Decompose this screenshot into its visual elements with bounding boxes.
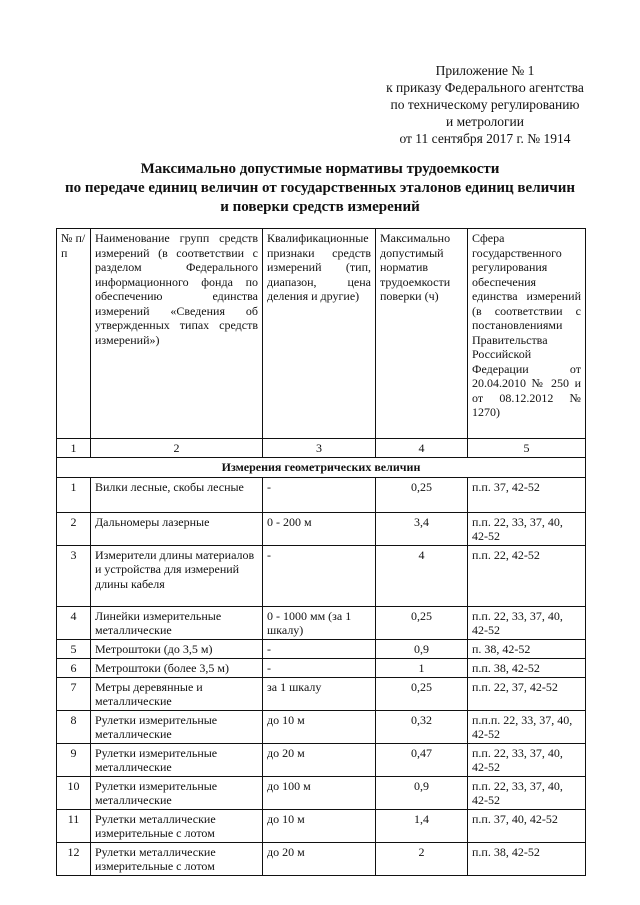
row-name: Рулетки металлические измерительные с лотом: [91, 809, 263, 842]
table-row: [57, 776, 586, 809]
row-norm: 2: [376, 842, 468, 875]
column-number: 2: [91, 439, 263, 458]
section-row: [57, 457, 586, 477]
row-norm: 3,4: [376, 512, 468, 545]
table-row: [57, 809, 586, 842]
row-attributes: -: [263, 545, 376, 606]
row-name: Метроштоки (до 3,5 м): [91, 639, 263, 658]
row-sphere: п.п.п. 22, 33, 37, 40, 42-52: [468, 710, 586, 743]
header-line: по техническому регулированию: [390, 97, 580, 112]
row-norm: 0,25: [376, 606, 468, 639]
row-name: Рулетки измерительные металлические: [91, 710, 263, 743]
row-attributes: -: [263, 658, 376, 677]
row-norm: 0,9: [376, 639, 468, 658]
row-number: 2: [57, 512, 91, 545]
document-title: [40, 160, 600, 217]
table-row: [57, 842, 586, 875]
header-line: и метрологии: [446, 114, 524, 129]
table-row: [57, 743, 586, 776]
table-row: [57, 545, 586, 606]
row-norm: 0,32: [376, 710, 468, 743]
row-sphere: п.п. 38, 42-52: [468, 842, 586, 875]
row-attributes: до 10 м: [263, 809, 376, 842]
row-number: 5: [57, 639, 91, 658]
row-sphere: п.п. 22, 33, 37, 40, 42-52: [468, 606, 586, 639]
row-attributes: до 100 м: [263, 776, 376, 809]
row-norm: 4: [376, 545, 468, 606]
table-row: [57, 512, 586, 545]
row-sphere: п.п. 22, 37, 42-52: [468, 677, 586, 710]
row-number: 12: [57, 842, 91, 875]
column-number: 1: [57, 439, 91, 458]
row-name: Линейки измерительные металлические: [91, 606, 263, 639]
row-name: Вилки лесные, скобы лесные: [91, 477, 263, 512]
column-number: 4: [376, 439, 468, 458]
row-attributes: 0 - 1000 мм (за 1 шкалу): [263, 606, 376, 639]
row-name: Рулетки металлические измерительные с лотом: [91, 842, 263, 875]
column-number: 5: [468, 439, 586, 458]
row-attributes: до 20 м: [263, 842, 376, 875]
header-line: к приказу Федерального агентства: [386, 80, 584, 95]
row-norm: 0,25: [376, 477, 468, 512]
row-number: 7: [57, 677, 91, 710]
row-norm: 0,9: [376, 776, 468, 809]
row-norm: 1,4: [376, 809, 468, 842]
row-sphere: п.п. 37, 42-52: [468, 477, 586, 512]
row-norm: 1: [376, 658, 468, 677]
row-name: Метроштоки (более 3,5 м): [91, 658, 263, 677]
row-sphere: п.п. 38, 42-52: [468, 658, 586, 677]
header-cell-name: Наименование групп средств измерений (в соответствии с разделом Федерального информационного фонда по обеспечению единства измерений «Сведения об утвержденных типах средств измерений»): [91, 229, 263, 439]
appendix-header: [360, 62, 610, 147]
table-row: [57, 477, 586, 512]
row-sphere: п. 38, 42-52: [468, 639, 586, 658]
header-cell-number: № п/п: [57, 229, 91, 439]
row-attributes: до 20 м: [263, 743, 376, 776]
row-number: 3: [57, 545, 91, 606]
row-attributes: -: [263, 477, 376, 512]
row-number: 11: [57, 809, 91, 842]
header-cell-norm: Максимально допустимый норматив трудоемкости поверки (ч): [376, 229, 468, 439]
table-row: [57, 710, 586, 743]
table-row: [57, 606, 586, 639]
row-number: 9: [57, 743, 91, 776]
row-sphere: п.п. 22, 33, 37, 40, 42-52: [468, 512, 586, 545]
row-sphere: п.п. 37, 40, 42-52: [468, 809, 586, 842]
table-row: [57, 639, 586, 658]
header-cell-attributes: Квалификационные признаки средств измерений (тип, диапазон, цена деления и другие): [263, 229, 376, 439]
section-title: Измерения геометрических величин: [57, 457, 586, 477]
column-number: 3: [263, 439, 376, 458]
row-name: Измерители длины материалов и устройства для измерений длины кабеля: [91, 545, 263, 606]
header-line: Приложение № 1: [435, 63, 535, 78]
norms-table: [56, 228, 586, 876]
row-number: 1: [57, 477, 91, 512]
row-attributes: за 1 шкалу: [263, 677, 376, 710]
row-norm: 0,25: [376, 677, 468, 710]
row-number: 10: [57, 776, 91, 809]
row-name: Рулетки измерительные металлические: [91, 776, 263, 809]
row-norm: 0,47: [376, 743, 468, 776]
row-attributes: -: [263, 639, 376, 658]
row-sphere: п.п. 22, 42-52: [468, 545, 586, 606]
header-line: от 11 сентября 2017 г. № 1914: [399, 131, 571, 146]
title-line: Максимально допустимые нормативы трудоемкости: [140, 161, 500, 177]
row-name: Дальномеры лазерные: [91, 512, 263, 545]
row-sphere: п.п. 22, 33, 37, 40, 42-52: [468, 776, 586, 809]
row-number: 4: [57, 606, 91, 639]
row-attributes: 0 - 200 м: [263, 512, 376, 545]
row-name: Рулетки измерительные металлические: [91, 743, 263, 776]
row-sphere: п.п. 22, 33, 37, 40, 42-52: [468, 743, 586, 776]
row-number: 6: [57, 658, 91, 677]
row-name: Метры деревянные и металлические: [91, 677, 263, 710]
table-row: [57, 677, 586, 710]
row-number: 8: [57, 710, 91, 743]
table-row: [57, 658, 586, 677]
header-cell-sphere: Сфера государственного регулирования обеспечения единства измерений (в соответствии с постановлениями Правительства Российской Федерации от 20.04.2010 № 250 и от 08.12.2012 № 1270): [468, 229, 586, 439]
column-number-row: [57, 439, 586, 458]
row-attributes: до 10 м: [263, 710, 376, 743]
title-line: и поверки средств измерений: [220, 199, 420, 215]
table-header-row: [57, 229, 586, 439]
title-line: по передаче единиц величин от государственных эталонов единиц величин: [65, 180, 575, 196]
